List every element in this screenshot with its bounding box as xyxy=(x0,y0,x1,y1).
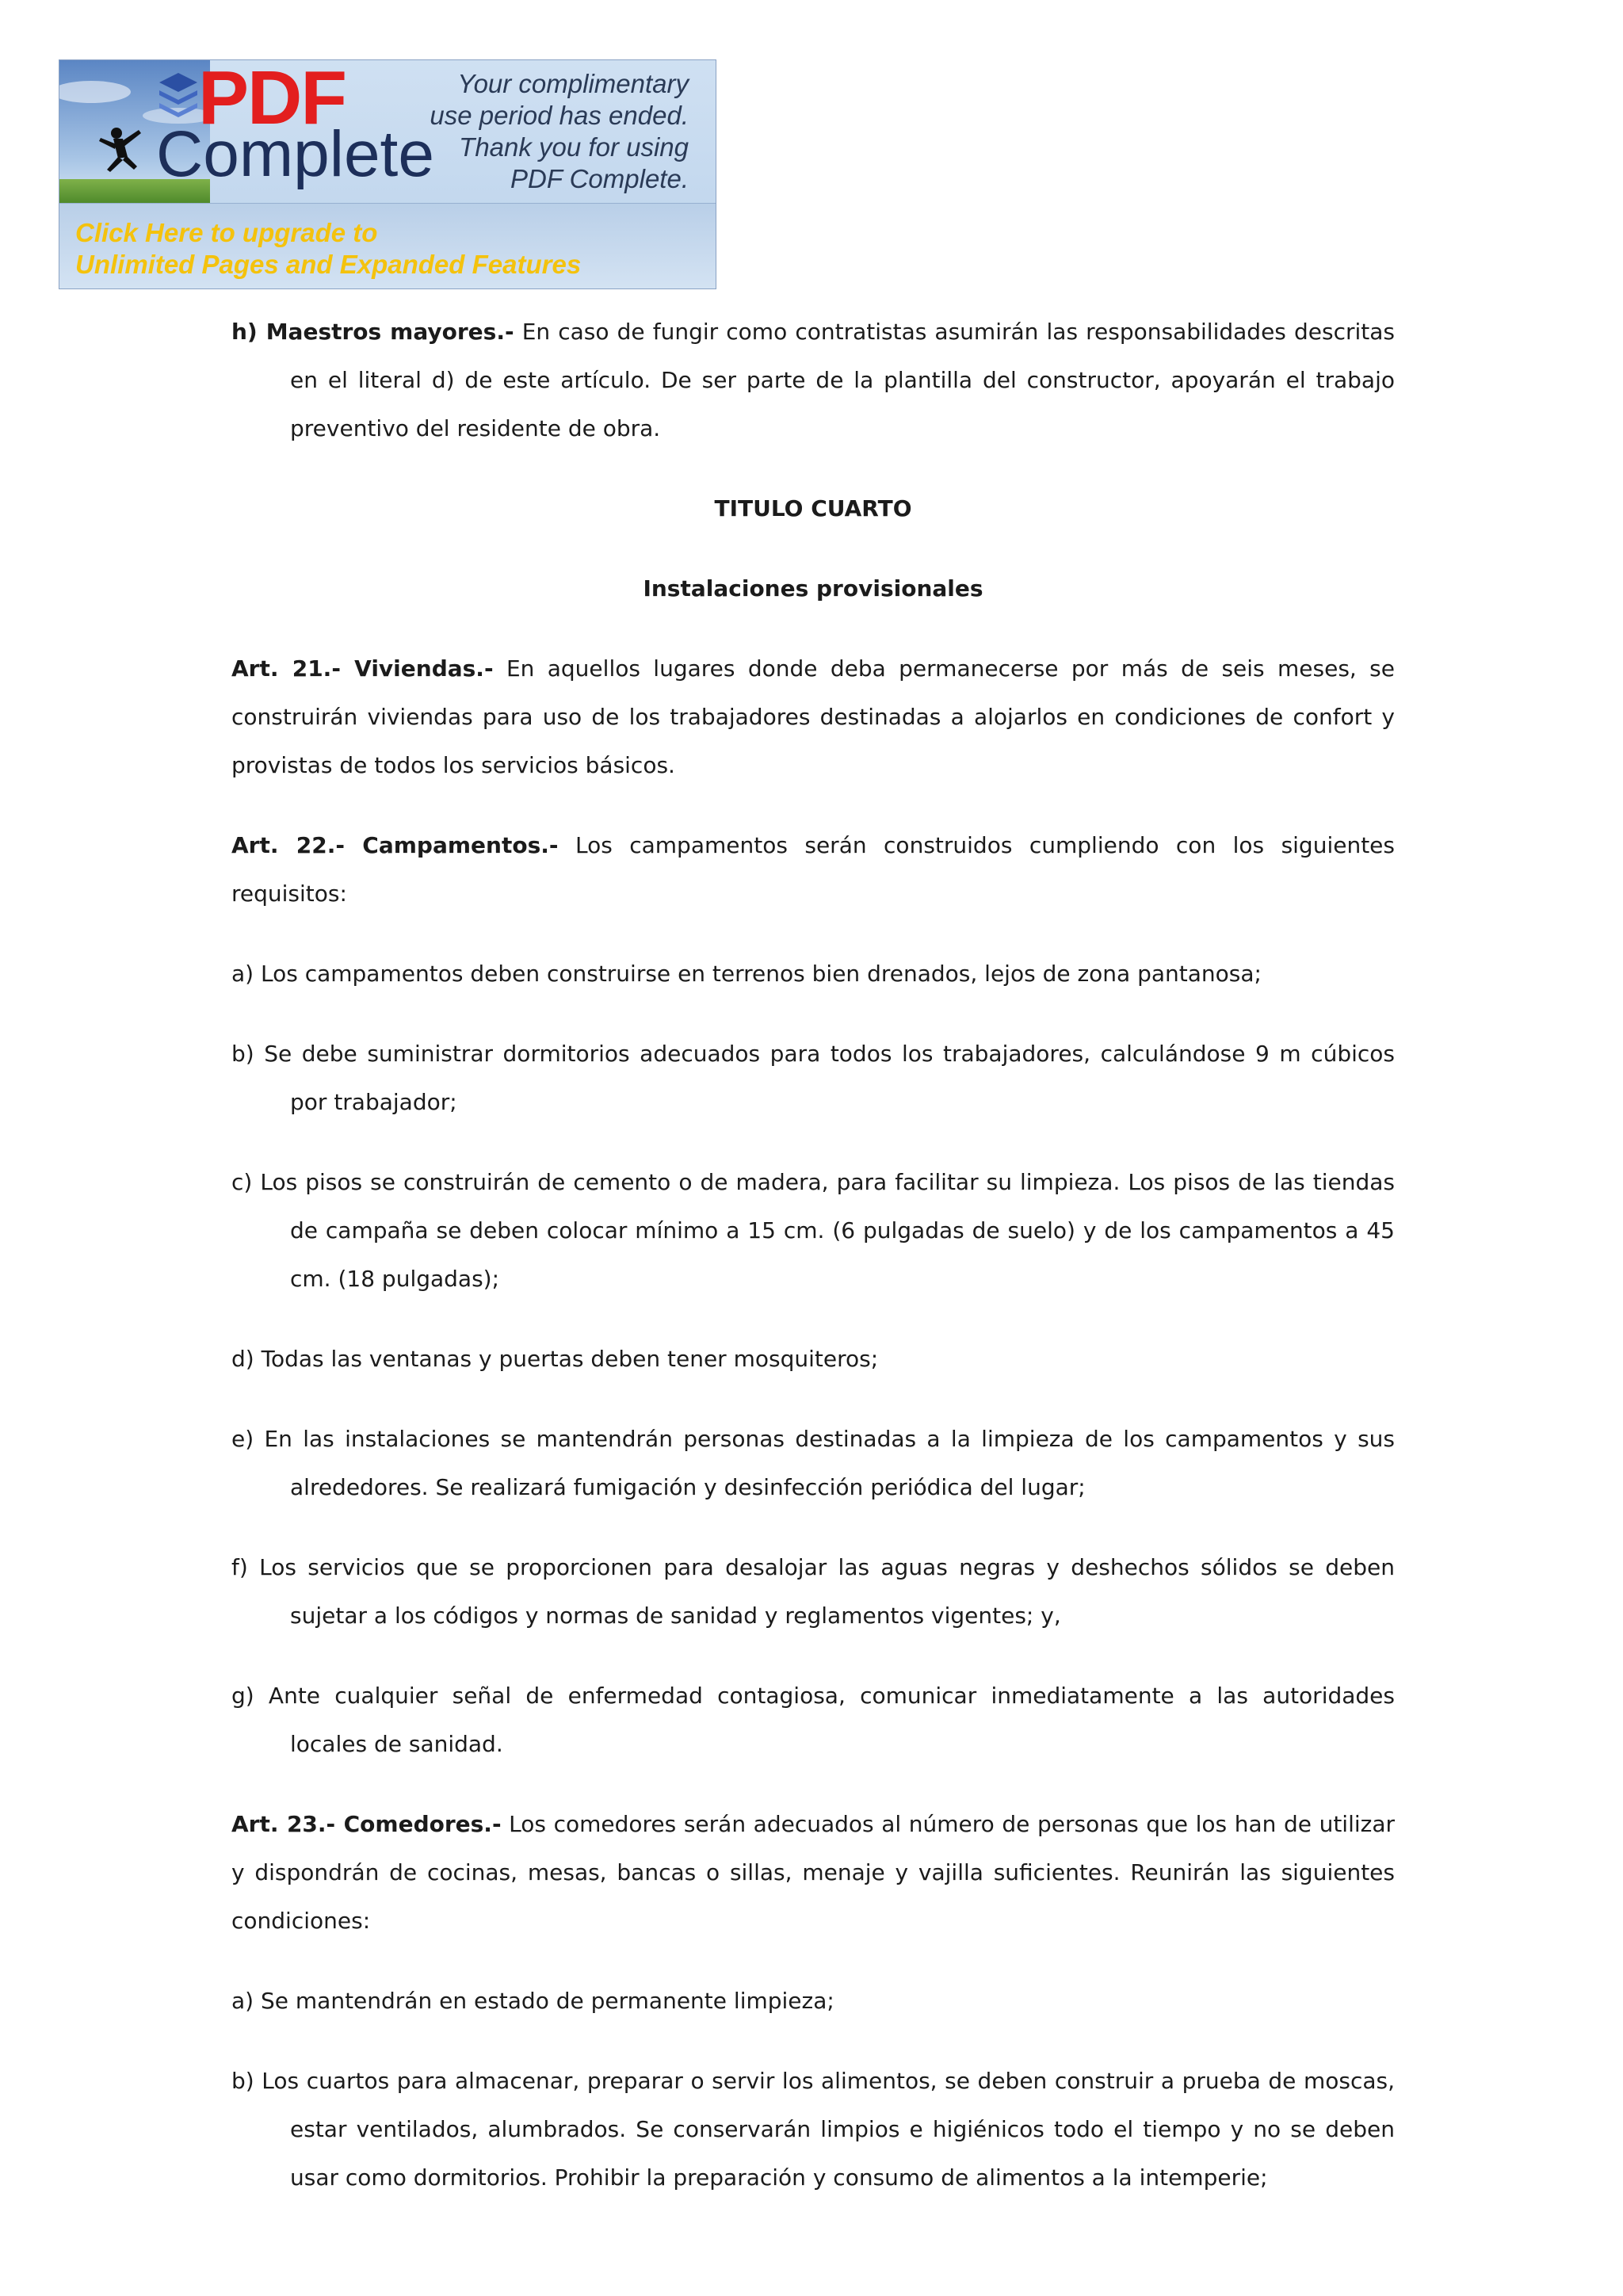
promo-line: PDF Complete. xyxy=(510,164,689,193)
banner-header xyxy=(59,60,716,203)
article-label: Art. 22.- Campamentos.- xyxy=(231,832,559,858)
list-item: f) Los servicios que se proporcionen para desalojar las aguas negras y deshechos sólidos se deben sujetar a los códigos y normas de sanidad y reglamentos vigentes; y, xyxy=(231,1554,1395,1629)
document-body xyxy=(231,308,1395,2233)
article-22 xyxy=(231,821,1395,918)
list-item: a) Los campamentos deben construirse en terrenos bien drenados, lejos de zona pantanosa; xyxy=(231,961,1262,987)
article-label: Art. 23.- Comedores.- xyxy=(231,1811,502,1837)
upgrade-link[interactable] xyxy=(59,203,716,289)
promo-line: Thank you for using xyxy=(459,132,689,162)
logo-complete-text: Complete xyxy=(156,118,434,190)
article-text: Los comedores serán adecuados al número de personas que los han de utilizar y dispondrán de cocinas, mesas, bancas o sillas, menaje y vajilla suficientes. Reunirán las siguientes condiciones: xyxy=(231,1811,1396,1934)
list-item: e) En las instalaciones se mantendrán personas destinadas a la limpieza de los campamentos y sus alrededores. Se realizará fumigación y desinfección periódica del lugar; xyxy=(231,1426,1395,1500)
article-text: En aquellos lugares donde deba permanecerse por más de seis meses, se construirán viviendas para uso de los trabajadores destinadas a alojarlos en condiciones de confort y provistas de todos los servicios básicos. xyxy=(231,655,1395,778)
list-item: d) Todas las ventanas y puertas deben tener mosquiteros; xyxy=(231,1346,879,1372)
section-subtitle: Instalaciones provisionales xyxy=(643,575,983,602)
layers-logo-icon xyxy=(156,70,200,125)
item-label: h) Maestros mayores.- xyxy=(231,319,514,345)
list-item: c) Los pisos se construirán de cemento o de madera, para facilitar su limpieza. Los pisos de las tiendas de campaña se deben colocar mínimo a 15 cm. (6 pulgadas de suelo) y de los campamentos a 45 cm. (18 pulgadas); xyxy=(231,1169,1395,1292)
article-text: Los campamentos serán construidos cumpliendo con los siguientes requisitos: xyxy=(231,832,1395,907)
logo-pdf-text: PDF xyxy=(198,59,346,140)
list-item: g) Ante cualquier señal de enfermedad contagiosa, comunicar inmediatamente a las autoridades locales de sanidad. xyxy=(231,1683,1395,1757)
promo-line: Your complimentary xyxy=(457,69,689,98)
pdf-complete-banner[interactable] xyxy=(59,59,716,289)
item-h-maestros-mayores xyxy=(231,308,1395,453)
upgrade-line[interactable]: Click Here to upgrade to xyxy=(75,218,378,247)
section-title: TITULO CUARTO xyxy=(714,495,912,521)
article-23 xyxy=(231,1800,1395,1945)
list-item: b) Los cuartos para almacenar, preparar o servir los alimentos, se deben construir a prueba de moscas, estar ventilados, alumbrados. Se conservarán limpios e higiénicos todo el tiempo y no se deben usar como dormitorios. Prohibir la preparación y consumo de alimentos a la intemperie; xyxy=(231,2068,1395,2191)
promo-line: use period has ended. xyxy=(430,101,689,130)
item-text: En caso de fungir como contratistas asumirán las responsabilidades descritas en el literal d) de este artículo. De ser parte de la plantilla del constructor, apoyarán el trabajo preventivo del residente de obra. xyxy=(290,319,1396,441)
promo-message xyxy=(372,68,689,195)
article-label: Art. 21.- Viviendas.- xyxy=(231,655,494,682)
list-item: a) Se mantendrán en estado de permanente limpieza; xyxy=(231,1988,834,2014)
upgrade-line[interactable]: Unlimited Pages and Expanded Features xyxy=(75,250,582,279)
article-21 xyxy=(231,644,1395,789)
list-item: b) Se debe suministrar dormitorios adecuados para todos los trabajadores, calculándose 9 m cúbicos por trabajador; xyxy=(231,1041,1395,1115)
